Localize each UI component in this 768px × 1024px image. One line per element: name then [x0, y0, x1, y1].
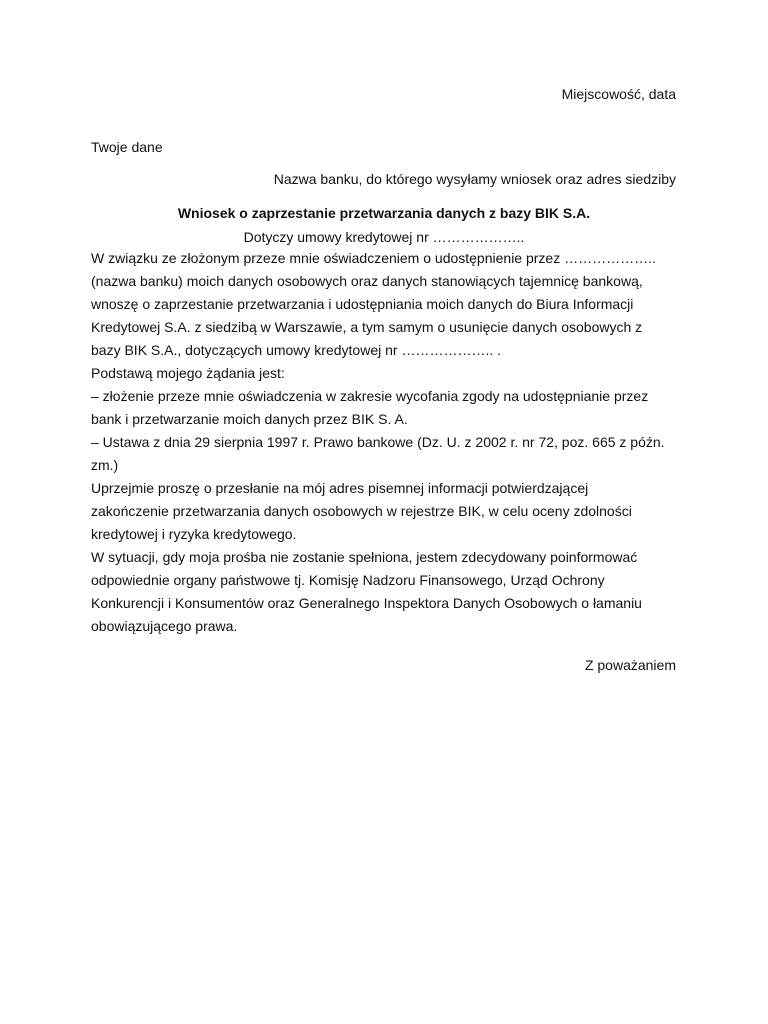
body-line: W związku ze złożonym przeze mnie oświadczeniem o udostępnienie przez ………………..: [91, 250, 656, 266]
body-line: (nazwa banku) moich danych osobowych oraz danych stanowiących tajemnicę bankową,: [91, 273, 643, 289]
body-line: – złożenie przeze mnie oświadczenia w zakresie wycofania zgody na udostępnianie przez: [91, 388, 649, 404]
sender-data: Twoje dane: [91, 139, 163, 155]
document-title: Wniosek o zaprzestanie przetwarzania danych z bazy BIK S.A.: [177, 205, 591, 221]
body-line: zakończenie przetwarzania danych osobowych w rejestrze BIK, w celu oceny zdolności: [91, 503, 632, 519]
body-line: Uprzejmie proszę o przesłanie na mój adres pisemnej informacji potwierdzającej: [91, 480, 589, 496]
body-line: zm.): [91, 457, 119, 473]
recipient-bank: Nazwa banku, do którego wysyłamy wniosek oraz adres siedziby: [273, 171, 676, 187]
body-line: Kredytowej S.A. z siedzibą w Warszawie, a tym samym o usunięcie danych osobowych z: [91, 319, 643, 335]
body-line: bazy BIK S.A., dotyczących umowy kredytowej nr ……………….. .: [91, 342, 502, 358]
closing-phrase: Z poważaniem: [584, 657, 676, 673]
body-line: W sytuacji, gdy moja prośba nie zostanie spełniona, jestem zdecydowany poinformować: [91, 549, 638, 565]
body-line: odpowiednie organy państwowe tj. Komisję Nadzoru Finansowego, Urząd Ochrony: [91, 572, 605, 588]
document-subtitle: Dotyczy umowy kredytowej nr ………………..: [243, 229, 525, 245]
body-line: obowiązującego prawa.: [91, 618, 238, 634]
body-line: Konkurencji i Konsumentów oraz Generalnego Inspektora Danych Osobowych o łamaniu: [91, 595, 642, 611]
body-line: bank i przetwarzanie moich danych przez BIK S. A.: [91, 411, 408, 427]
body-line: Podstawą mojego żądania jest:: [91, 365, 285, 381]
letter-body: [91, 247, 691, 638]
place-date: Miejscowość, data: [561, 86, 676, 102]
body-line: kredytowej i ryzyka kredytowego.: [91, 526, 297, 542]
body-line: wnoszę o zaprzestanie przetwarzania i udostępniania moich danych do Biura Informacji: [91, 296, 634, 312]
body-line: – Ustawa z dnia 29 sierpnia 1997 r. Prawo bankowe (Dz. U. z 2002 r. nr 72, poz. 665 z późn.: [91, 434, 665, 450]
